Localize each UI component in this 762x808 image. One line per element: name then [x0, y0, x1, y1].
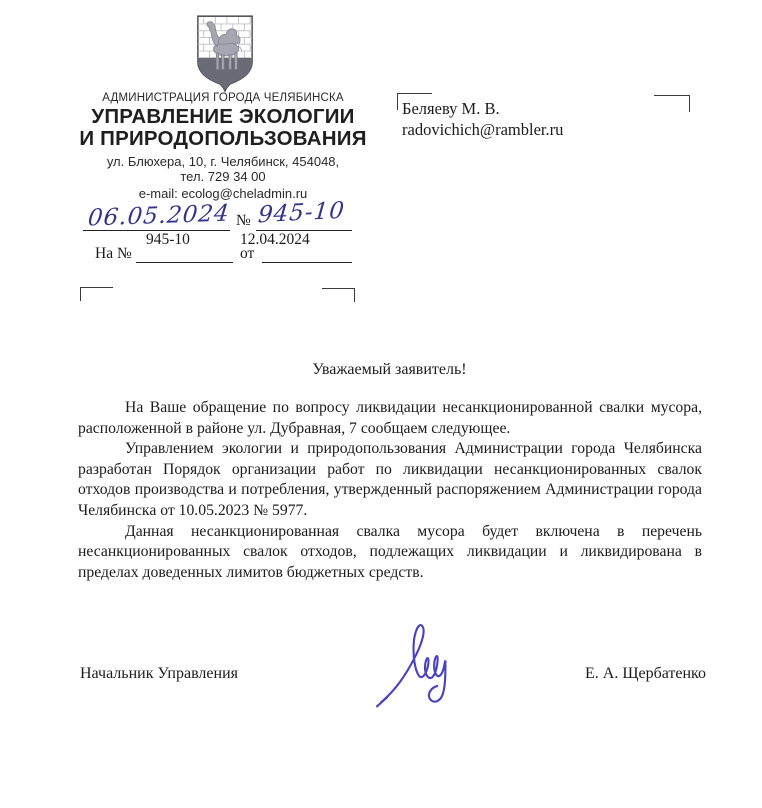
salutation: Уважаемый заявитель! [312, 361, 467, 378]
body-paragraph-2: Управлением экологии и природопользования Администрации города Челябинска разработан Порядок организации работ по ликвидации несанкционированных свалок отходов производства и потребления, утвержденный распоряжением Администрации города Челябинска от 10.05.2023 № 5977. [78, 440, 702, 519]
printed-incoming-date: 12.04.2024 [240, 231, 310, 248]
signer-position: Начальник Управления [80, 665, 238, 682]
printed-incoming-number: 945-10 [146, 231, 190, 248]
incoming-date-label: от [240, 245, 255, 262]
address-zone-corner-right [322, 288, 355, 302]
signer-name: Е. А. Щербатенко [585, 665, 707, 682]
org-email: e-mail: ecolog@cheladmin.ru [138, 186, 308, 201]
org-address: ул. Блюхера, 10, г. Челябинск, 454048, [106, 154, 340, 169]
coat-of-arms-camel-icon [194, 13, 256, 93]
body-paragraph-3: Данная несанкционированная свалка мусора будет включена в перечень несанкционированных свалок отходов, подлежащих ликвидации и ликвидирована в пределах доведенных лимитов бюджетных средств. [78, 522, 702, 581]
incoming-date-underline [262, 261, 352, 263]
org-parent-name: АДМИНИСТРАЦИЯ ГОРОДА ЧЕЛЯБИНСКА [102, 92, 344, 104]
handwritten-outgoing-date: 06.05.2024 [86, 200, 232, 232]
handwritten-signature-icon [373, 616, 475, 714]
address-zone-corner-left [80, 287, 113, 301]
recipient-name: Беляеву М. В. [402, 99, 500, 118]
org-phone: тел. 729 34 00 [180, 169, 266, 184]
org-name-line1: УПРАВЛЕНИЕ ЭКОЛОГИИ [91, 105, 355, 128]
incoming-number-underline [136, 261, 233, 263]
recipient-block [402, 98, 563, 140]
recipient-email: radovichich@rambler.ru [402, 120, 564, 139]
letter-body [78, 398, 702, 583]
org-name-line2: И ПРИРОДОПОЛЬЗОВАНИЯ [79, 127, 367, 150]
recipient-zone-corner-right [654, 95, 690, 112]
handwritten-outgoing-number: 945-10 [256, 197, 347, 229]
body-paragraph-1: На Ваше обращение по вопросу ликвидации несанкционированной свалки мусора, расположенной в районе ул. Дубравная, 7 сообщаем следующее. [78, 399, 702, 437]
number-sign-label: № [236, 212, 251, 229]
incoming-number-label: На № [95, 245, 132, 262]
